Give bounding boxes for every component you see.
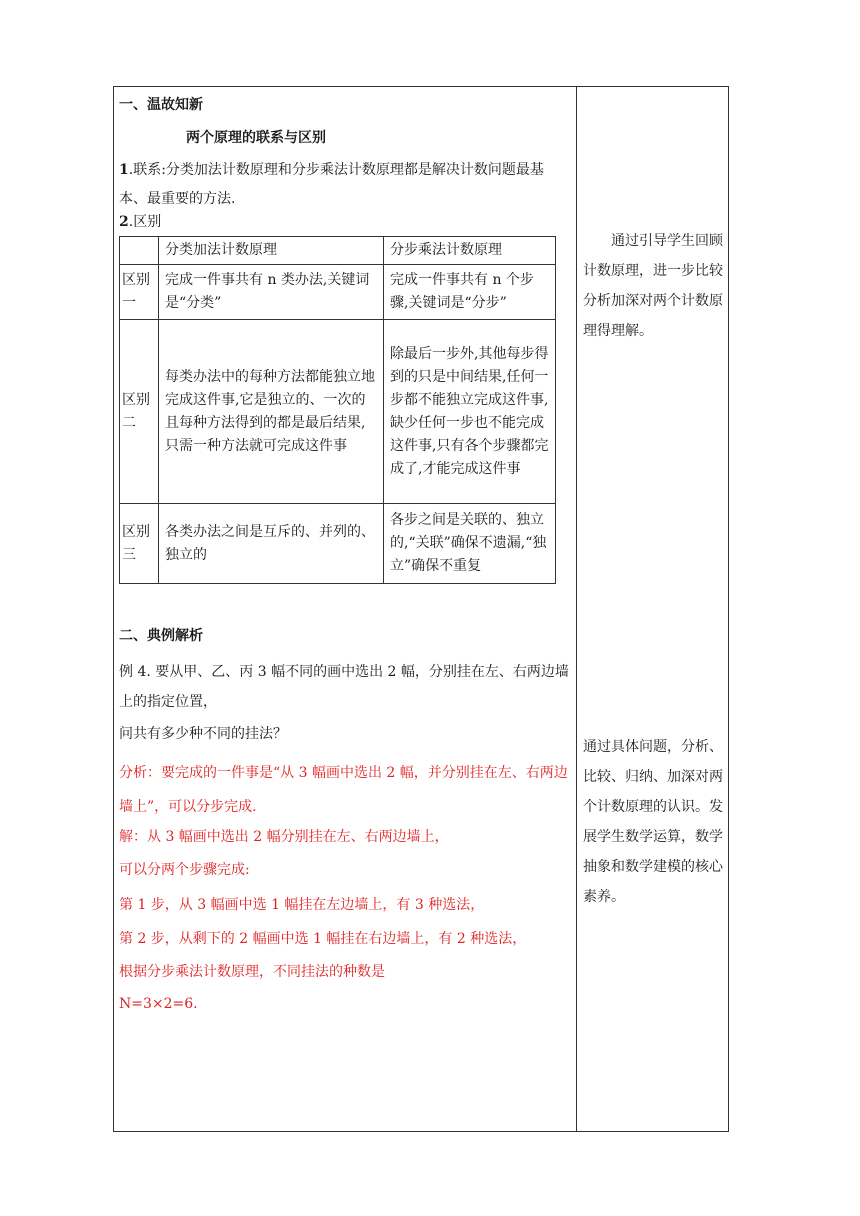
row-label: 区别一 <box>120 265 159 320</box>
row-label: 区别三 <box>120 504 159 584</box>
solution-line-1: 解：从 3 幅画中选出 2 幅分别挂在左、右两边墙上， <box>119 829 449 845</box>
item2-number: 2 <box>119 214 129 230</box>
column-divider <box>576 86 577 1132</box>
analysis: 分析：要完成的一件事是“从 3 幅画中选出 2 幅，并分别挂在左、右两边墙上”，可以分步完成. <box>119 765 568 815</box>
teaching-note-1: 通过引导学生回顾计数原理，进一步比较分析加深对两个计数原理得理解。 <box>583 233 723 339</box>
header-add: 分类加法计数原理 <box>159 237 384 265</box>
cell-add: 各类办法之间是互斥的、并列的、独立的 <box>159 504 384 584</box>
item1 <box>119 156 571 214</box>
example-text: 例 4. 要从甲、乙、丙 3 幅不同的画中选出 2 幅，分别挂在左、右两边墙上的指定位置， <box>119 664 569 710</box>
subtitle: 两个原理的联系与区别 <box>186 130 326 146</box>
item2-text: .区别 <box>128 214 162 230</box>
section2-title: 二、典例解析 <box>119 628 203 644</box>
header-mul: 分步乘法计数原理 <box>384 237 556 265</box>
solution-line-2: 可以分两个步骤完成: <box>119 862 250 878</box>
cell-mul: 完成一件事共有 n 个步骤,关键词是“分步” <box>384 265 556 320</box>
row-label: 区别二 <box>120 320 159 504</box>
comparison-table <box>119 236 556 584</box>
item1-number: 1 <box>119 162 129 178</box>
item1-text: .联系:分类加法计数原理和分步乘法计数原理都是解决计数问题最基本、最重要的方法. <box>119 162 544 207</box>
cell-add: 每类办法中的每种方法都能独立地完成这件事,它是独立的、一次的且每种方法得到的都是最后结果,只需一种方法就可完成这件事 <box>159 320 384 504</box>
step-2: 第 2 步，从剩下的 2 幅画中选 1 幅挂在右边墙上，有 2 种选法， <box>119 931 527 947</box>
conclusion: 根据分步乘法计数原理，不同挂法的种数是 <box>119 964 385 980</box>
table-row <box>120 320 556 504</box>
answer: N=3×2=6. <box>119 996 198 1012</box>
table-header-row <box>120 237 556 265</box>
cell-mul: 除最后一步外,其他每步得到的只是中间结果,任何一步都不能独立完成这件事,缺少任何一步也不能完成这件事,只有各个步骤都完成了,才能完成这件事 <box>384 320 556 504</box>
section1-title: 一、温故知新 <box>119 97 203 113</box>
cell-mul: 各步之间是关联的、独立的,“关联”确保不遗漏,“独立”确保不重复 <box>384 504 556 584</box>
question: 问共有多少种不同的挂法？ <box>119 726 287 742</box>
teaching-note-2: 通过具体问题，分析、比较、归纳、加深对两个计数原理的认识。发展学生数学运算，数学抽象和数学建模的核心素养。 <box>583 739 723 905</box>
step-1: 第 1 步，从 3 幅画中选 1 幅挂在左边墙上，有 3 种选法， <box>119 897 485 913</box>
table-row <box>120 504 556 584</box>
header-blank <box>120 237 159 265</box>
table-row <box>120 265 556 320</box>
item2 <box>119 211 161 231</box>
cell-add: 完成一件事共有 n 类办法,关键词是“分类” <box>159 265 384 320</box>
